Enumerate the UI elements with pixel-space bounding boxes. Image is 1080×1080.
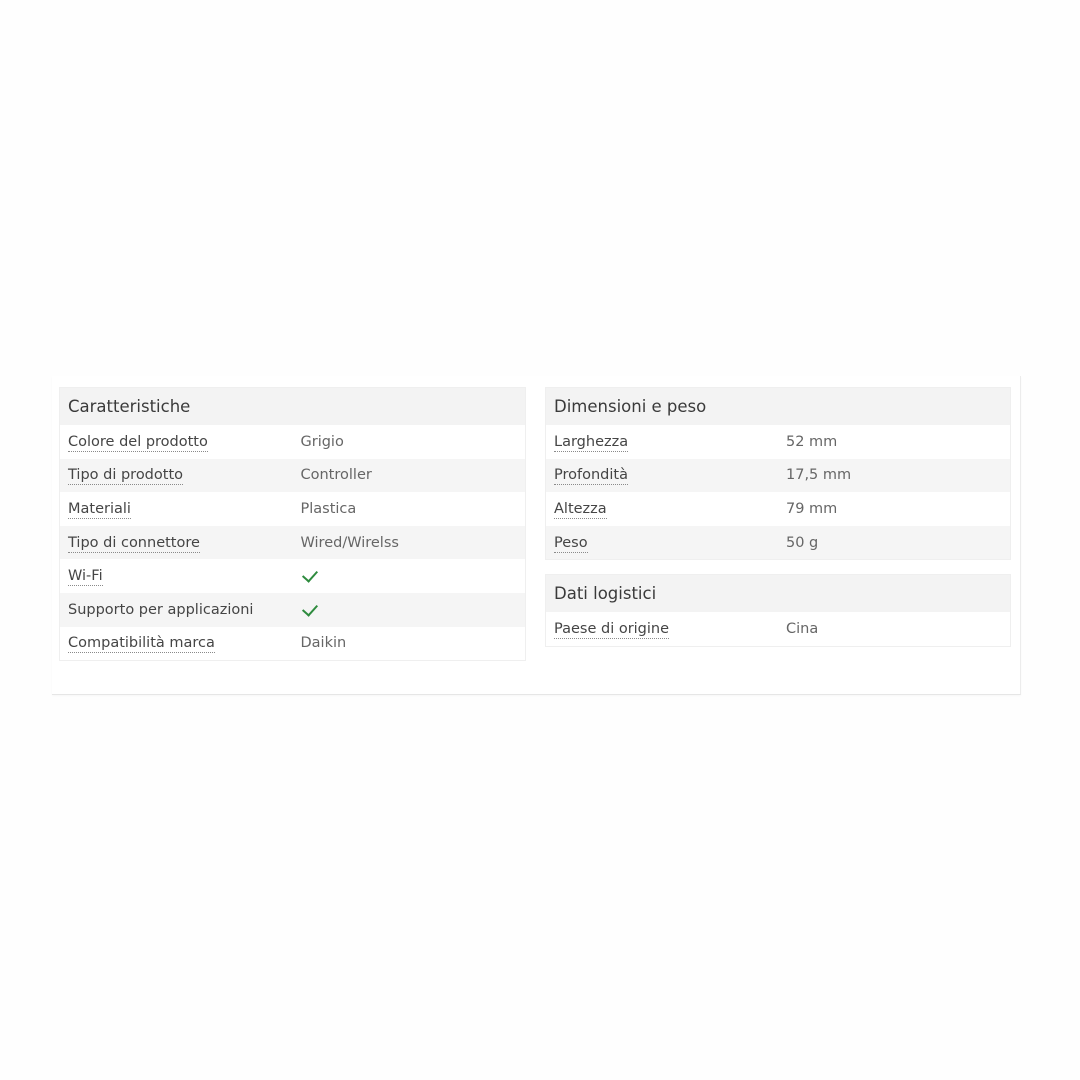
spec-row-materiali bbox=[60, 492, 526, 526]
specifications-card bbox=[52, 376, 1021, 695]
spec-row-compatibilita bbox=[60, 627, 526, 661]
section-title-logistici: Dati logistici bbox=[546, 575, 1011, 613]
section-title-caratteristiche: Caratteristiche bbox=[60, 388, 526, 426]
spec-label[interactable]: Profondità bbox=[554, 467, 628, 484]
spec-row-connettore bbox=[60, 526, 526, 560]
spec-label[interactable]: Materiali bbox=[68, 500, 131, 517]
spec-value: Cina bbox=[786, 620, 819, 637]
spec-row-profondita bbox=[546, 459, 1011, 493]
spec-row-colore bbox=[60, 425, 526, 459]
spec-label[interactable]: Compatibilità marca bbox=[68, 635, 215, 652]
table-header-row bbox=[546, 575, 1011, 613]
spec-label[interactable]: Peso bbox=[554, 534, 588, 551]
spec-label: Supporto per applicazioni bbox=[60, 593, 293, 627]
spec-row-supporto-app bbox=[60, 593, 526, 627]
spec-value: Plastica bbox=[300, 500, 357, 517]
spec-value: 79 mm bbox=[786, 500, 838, 517]
spec-value: Controller bbox=[293, 459, 526, 493]
spec-label[interactable]: Altezza bbox=[554, 500, 607, 517]
spec-label[interactable]: Paese di origine bbox=[554, 620, 670, 637]
spec-value: Daikin bbox=[300, 635, 347, 652]
section-title-dimensioni: Dimensioni e peso bbox=[546, 388, 1011, 426]
table-header-row bbox=[546, 388, 1011, 426]
spec-row-wifi bbox=[60, 559, 526, 593]
spec-row-altezza bbox=[546, 492, 1011, 526]
spec-row-peso bbox=[546, 526, 1011, 560]
spec-row-tipo-prodotto bbox=[60, 459, 526, 493]
checkmark-icon bbox=[301, 600, 317, 616]
spec-value: 50 g bbox=[778, 526, 1011, 560]
table-header-row bbox=[60, 388, 526, 426]
spec-value: 52 mm bbox=[786, 433, 838, 450]
spec-value: Grigio bbox=[300, 433, 344, 450]
spec-row-paese-origine bbox=[546, 612, 1011, 646]
caratteristiche-table bbox=[59, 387, 526, 661]
spec-label[interactable]: Tipo di prodotto bbox=[68, 467, 184, 484]
spec-label[interactable]: Wi-Fi bbox=[68, 568, 103, 585]
spec-row-larghezza bbox=[546, 425, 1011, 459]
spec-label[interactable]: Colore del prodotto bbox=[68, 433, 208, 450]
spec-label[interactable]: Larghezza bbox=[554, 433, 629, 450]
dimensioni-table bbox=[545, 387, 1011, 560]
spec-label[interactable]: Tipo di connettore bbox=[68, 534, 200, 551]
logistici-table bbox=[545, 574, 1011, 647]
checkmark-icon bbox=[301, 566, 317, 582]
spec-value: Wired/Wirelss bbox=[293, 526, 526, 560]
spec-value: 17,5 mm bbox=[778, 459, 1011, 493]
